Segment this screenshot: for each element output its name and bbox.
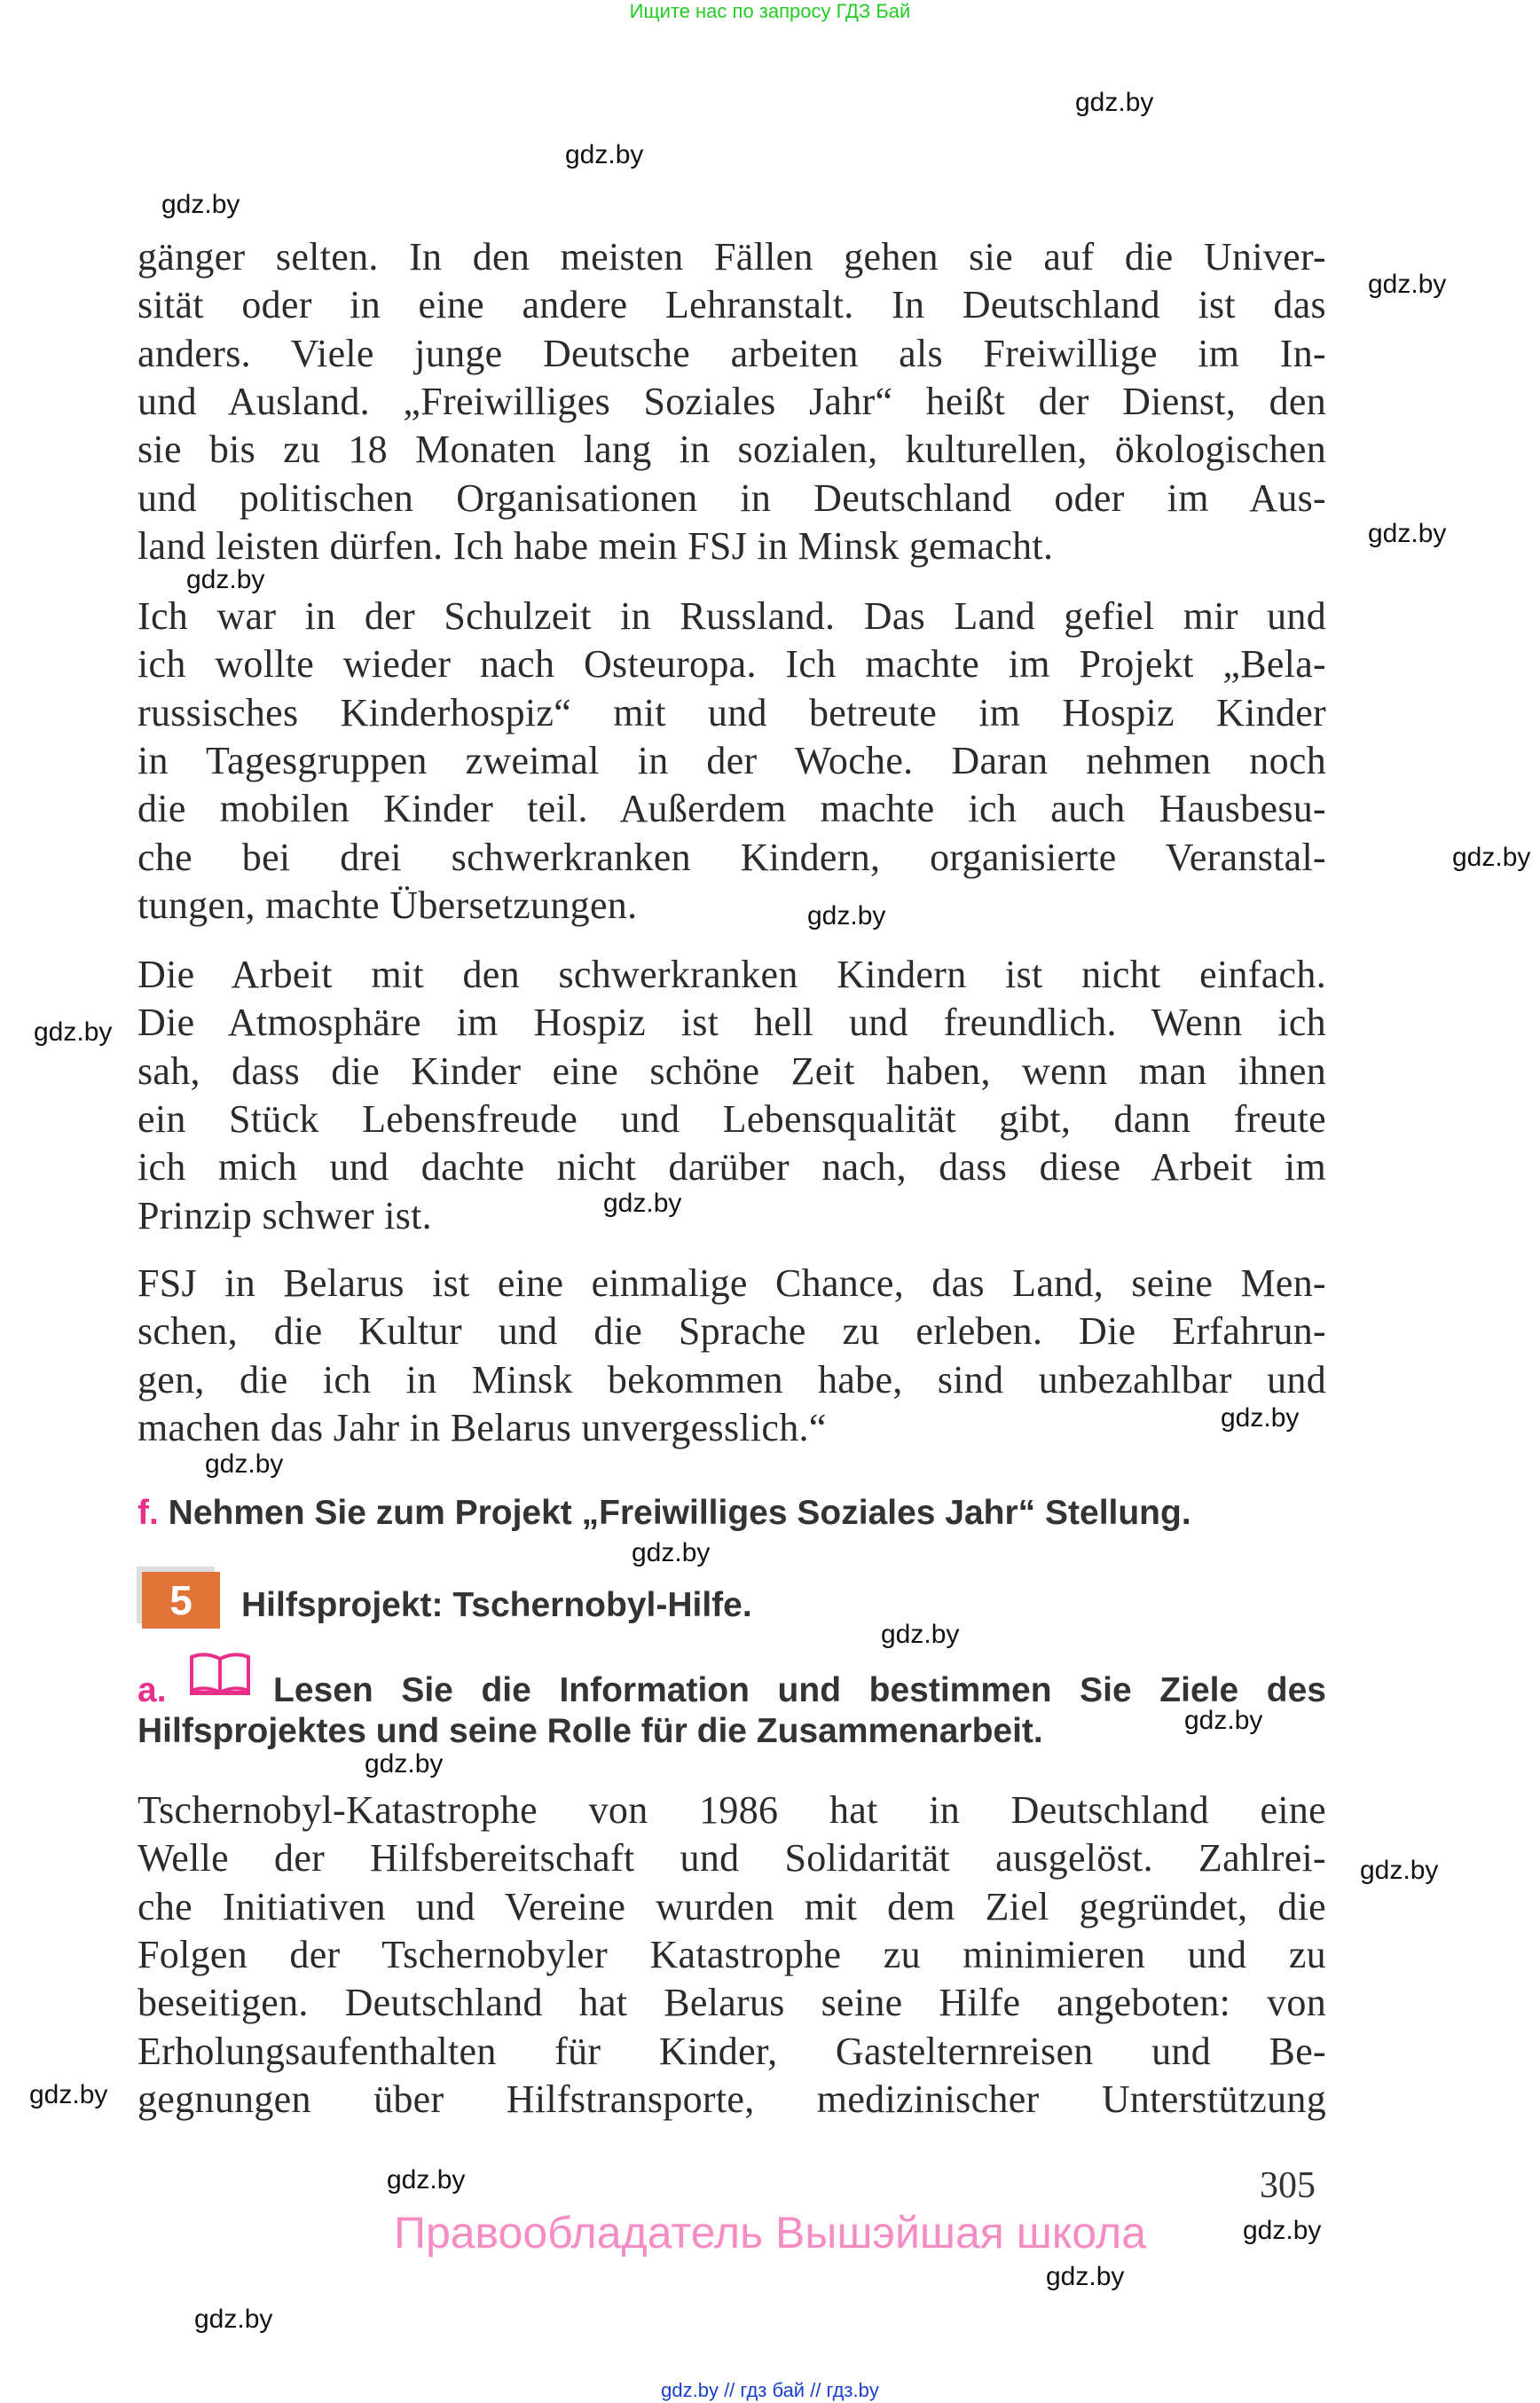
text-line: Tschernobyl-Katastrophe von 1986 hat in Deutschland eine [138,1788,1326,1832]
task-f-text: Nehmen Sie zum Projekt „Freiwilliges Soziales Jahr“ Stellung. [168,1494,1191,1532]
text-line: Ich war in der Schulzeit in Russland. Das Land gefiel mir und [138,594,1326,638]
watermark: gdz.by [387,2165,466,2195]
page-number: 305 [1260,2165,1316,2206]
section-number-badge: 5 [142,1572,220,1629]
watermark: gdz.by [161,190,240,219]
watermark: gdz.by [565,140,644,169]
text-line: Erholungsaufenthalten für Kinder, Gastelternreisen und Be- [138,2029,1326,2073]
text-line: in Tagesgruppen zweimal in der Woche. Daran nehmen noch [138,738,1326,782]
watermark: gdz.by [632,1538,711,1567]
text-line: gen, die ich in Minsk bekommen habe, sind unbezahlbar und [138,1357,1326,1402]
watermark: gdz.by [603,1189,682,1218]
text-line: sie bis zu 18 Monaten lang in sozialen, kulturellen, ökologischen [138,428,1326,472]
watermark: gdz.by [1360,1856,1439,1885]
watermark: gdz.by [205,1449,284,1479]
watermark: gdz.by [1046,2262,1125,2291]
task-a-line1: Lesen Sie die Information und bestimmen Sie Ziele des [273,1671,1326,1709]
watermark: gdz.by [1368,519,1447,548]
text-line: che bei drei schwerkranken Kindern, organisierte Veranstal- [138,835,1326,879]
watermark: gdz.by [807,901,886,931]
footer-links[interactable]: gdz.by // гдз бай // гдз.by [661,2379,879,2401]
text-line: russisches Kinderhospiz“ mit und betreute im Hospiz Kinder [138,690,1326,734]
text-line: machen das Jahr in Belarus unvergesslich.“ [138,1405,827,1449]
text-line: Die Atmosphäre im Hospiz ist hell und freundlich. Wenn ich [138,1001,1326,1045]
task-f-letter: f. [138,1494,159,1532]
watermark: gdz.by [1184,1706,1263,1735]
watermark: gdz.by [365,1749,444,1779]
watermark: gdz.by [186,565,265,594]
text-line: Welle der Hilfsbereitschaft und Solidarität ausgelöst. Zahlrei- [138,1836,1326,1881]
text-line: Prinzip schwer ist. [138,1193,432,1237]
text-line: schen, die Kultur und die Sprache zu erleben. Die Erfahrun- [138,1309,1326,1354]
text-line: ich wollte wieder nach Osteuropa. Ich machte im Projekt „Bela- [138,642,1326,687]
watermark: gdz.by [1075,88,1154,117]
text-line: ein Stück Lebensfreude und Lebensqualität gibt, dann freute [138,1096,1326,1141]
watermark: gdz.by [881,1620,960,1649]
copyright-notice: Правообладатель Вышэйшая школа [394,2208,1146,2258]
watermark: gdz.by [194,2305,273,2334]
text-line: ich mich und dachte nicht darüber nach, dass diese Arbeit im [138,1145,1326,1190]
text-line: und politischen Organisationen in Deutschland oder im Aus- [138,475,1326,520]
watermark: gdz.by [34,1017,113,1047]
text-line: tungen, machte Übersetzungen. [138,883,638,927]
watermark: gdz.by [1243,2216,1322,2245]
text-line: FSJ in Belarus ist eine einmalige Chance, das Land, seine Men- [138,1261,1326,1305]
text-line: Die Arbeit mit den schwerkranken Kindern ist nicht einfach. [138,953,1326,996]
text-line: gänger selten. In den meisten Fällen gehen sie auf die Univer- [138,235,1326,279]
text-line: sah, dass die Kinder eine schöne Zeit haben, wenn man ihnen [138,1048,1326,1093]
watermark: gdz.by [1221,1403,1300,1433]
watermark: gdz.by [1452,843,1531,872]
text-line: land leisten dürfen. Ich habe mein FSJ in Minsk gemacht. [138,523,1054,568]
text-line: che Initiativen und Vereine wurden mit dem Ziel gegründet, die [138,1884,1326,1928]
task-a-line2: Hilfsprojektes und seine Rolle für die Zusammenarbeit. [138,1712,1043,1750]
book-icon [188,1652,252,1696]
task-a-letter: a. [138,1671,167,1709]
text-line: und Ausland. „Freiwilliges Soziales Jahr“ heißt der Dienst, den [138,379,1326,423]
text-line: Folgen der Tschernobyler Katastrophe zu minimieren und zu [138,1932,1326,1976]
text-line: anders. Viele junge Deutsche arbeiten als Freiwillige im In- [138,331,1326,375]
section-title: Hilfsprojekt: Tschernobyl-Hilfe. [241,1586,752,1624]
text-line: gegnungen über Hilfstransporte, medizinischer Unterstützung [138,2077,1326,2121]
watermark: gdz.by [29,2080,108,2109]
text-line: die mobilen Kinder teil. Außerdem machte ich auch Hausbesu- [138,787,1326,831]
text-line: sität oder in eine andere Lehranstalt. In Deutschland ist das [138,283,1326,327]
top-banner: Ищите нас по запросу ГДЗ Бай [629,0,911,22]
text-line: beseitigen. Deutschland hat Belarus seine Hilfe angeboten: von [138,1981,1326,2025]
watermark: gdz.by [1368,270,1447,299]
task-f [138,1494,1191,1533]
